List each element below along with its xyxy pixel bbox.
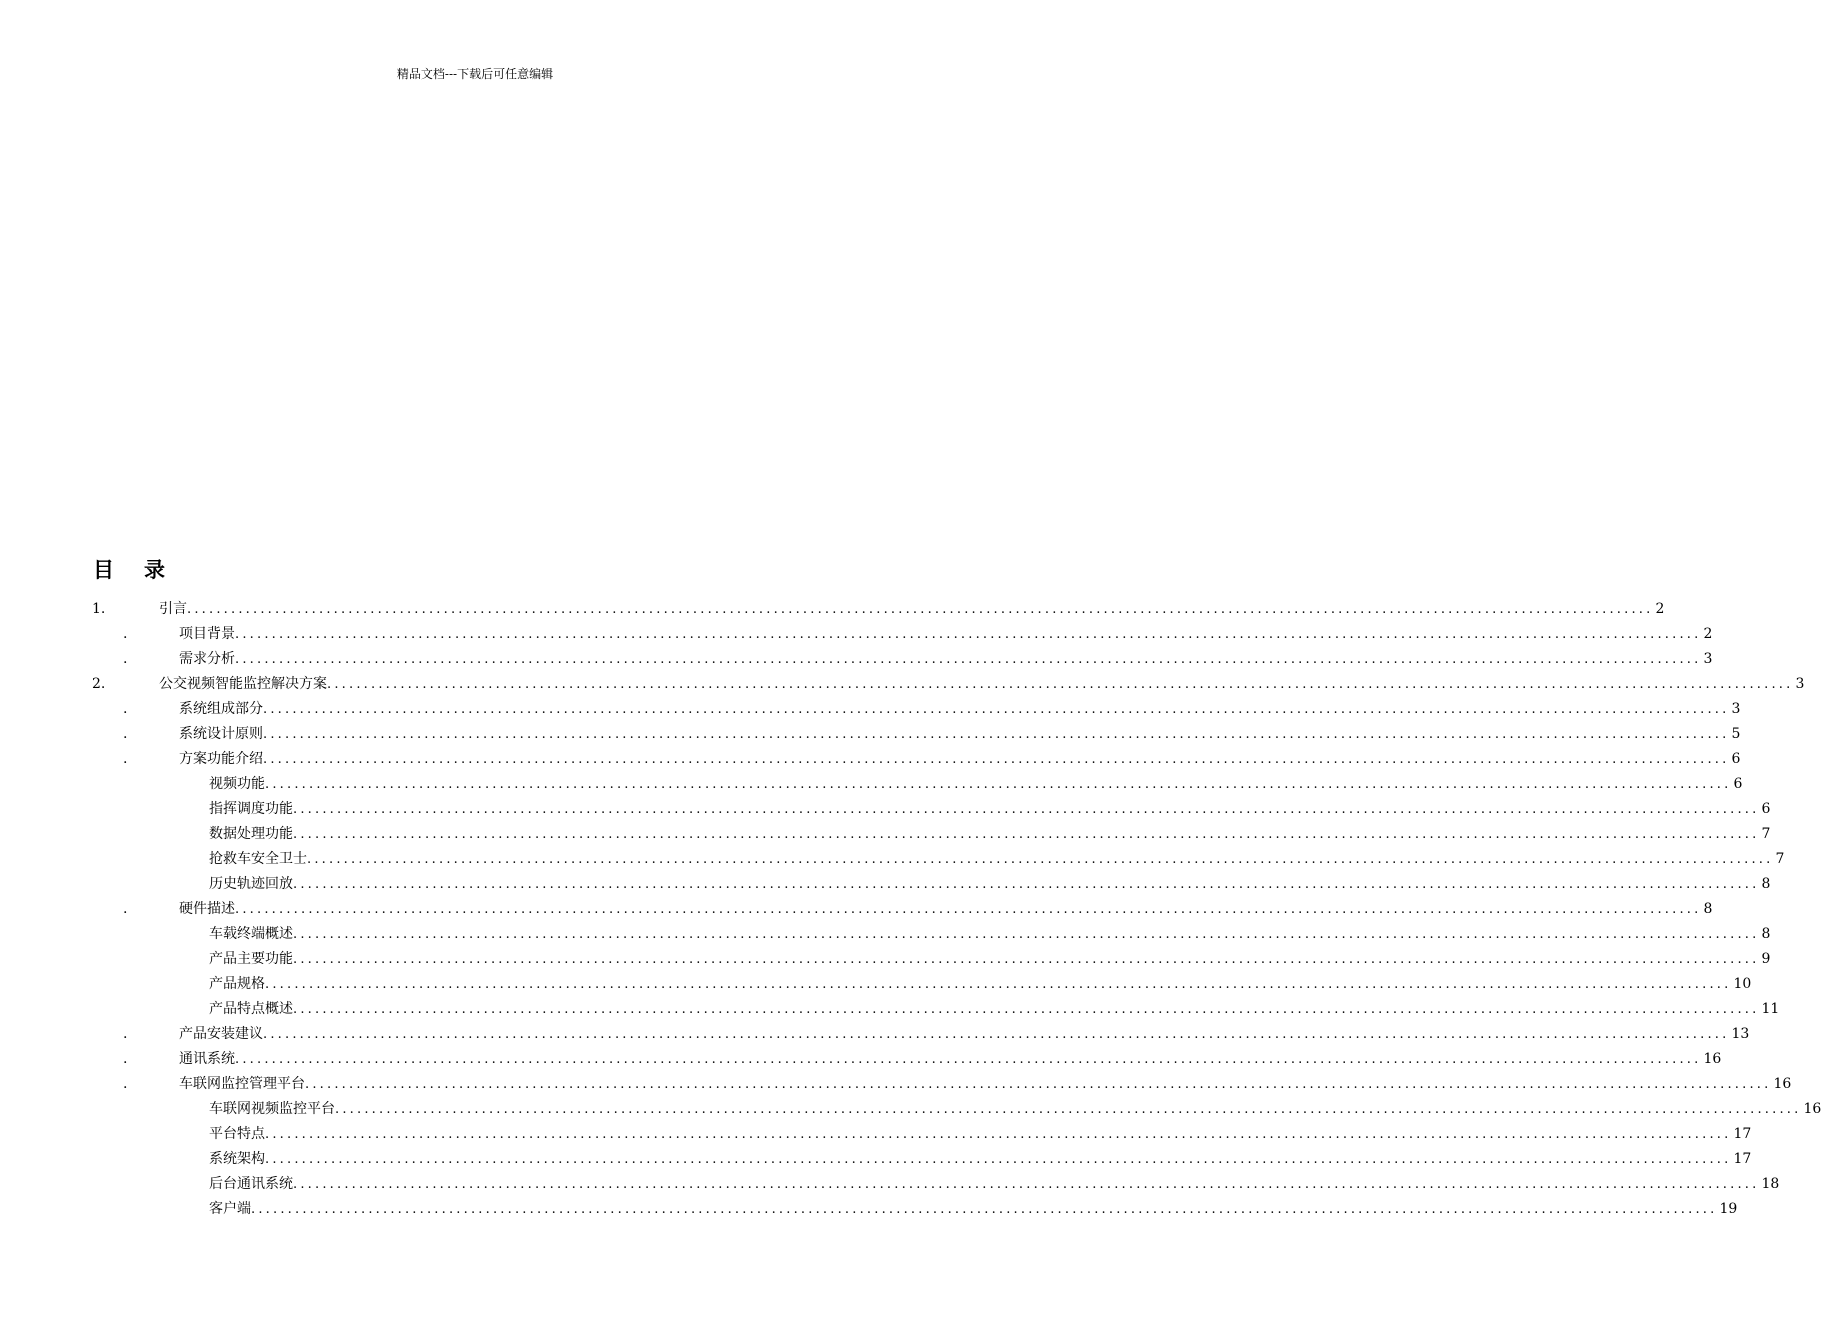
toc-entry[interactable]: [0, 673, 1805, 695]
toc-entry-page: 5: [1731, 726, 1741, 742]
toc-dot-leader: ........................................................................................................................................................................................................: [293, 1177, 1760, 1192]
toc-entry-page: 3: [1731, 701, 1741, 717]
toc-entry[interactable]: [0, 1123, 1752, 1145]
toc-entry-page: 7: [1775, 851, 1785, 867]
toc-entry[interactable]: [0, 773, 1743, 795]
toc-entry-number: .: [123, 1051, 128, 1067]
toc-dot-leader: ........................................................................................................................................................................................................: [293, 877, 1760, 892]
toc-entry-label: 平台特点: [209, 1126, 265, 1142]
toc-entry[interactable]: [0, 823, 1771, 845]
toc-entry-page: 17: [1733, 1126, 1752, 1142]
toc-dot-leader: ........................................................................................................................................................................................................: [235, 652, 1702, 667]
toc-entry-page: 9: [1761, 951, 1771, 967]
toc-entry-page: 16: [1703, 1051, 1722, 1067]
toc-entry-label: 需求分析: [179, 651, 235, 667]
toc-entry-number: .: [123, 901, 128, 917]
toc-entry[interactable]: [0, 923, 1771, 945]
toc-dot-leader: ........................................................................................................................................................................................................: [293, 802, 1760, 817]
toc-entry[interactable]: [0, 998, 1780, 1020]
toc-entry-number: .: [123, 651, 128, 667]
toc-dot-leader: ........................................................................................................................................................................................................: [293, 952, 1760, 967]
toc-entry-label: 系统组成部分: [179, 701, 263, 717]
toc-entry-label: 引言: [159, 601, 187, 617]
toc-entry-label: 公交视频智能监控解决方案: [159, 676, 327, 692]
toc-dot-leader: ........................................................................................................................................................................................................: [335, 1102, 1802, 1117]
toc-entry-page: 2: [1655, 601, 1665, 617]
toc-dot-leader: ........................................................................................................................................................................................................: [251, 1202, 1718, 1217]
toc-entry[interactable]: [0, 748, 1741, 770]
toc-entry[interactable]: [0, 1173, 1780, 1195]
toc-entry-label: 指挥调度功能: [209, 801, 293, 817]
toc-entry-page: 3: [1795, 676, 1805, 692]
toc-entry-label: 产品特点概述: [209, 1001, 293, 1017]
toc-dot-leader: ........................................................................................................................................................................................................: [187, 602, 1654, 617]
toc-entry-number: .: [123, 1076, 128, 1092]
toc-entry-label: 方案功能介绍: [179, 751, 263, 767]
toc-entry-page: 6: [1733, 776, 1743, 792]
toc-entry-page: 6: [1761, 801, 1771, 817]
toc-dot-leader: ........................................................................................................................................................................................................: [265, 1127, 1732, 1142]
toc-entry[interactable]: [0, 948, 1771, 970]
toc-entry-number: .: [123, 701, 128, 717]
toc-entry[interactable]: [0, 598, 1665, 620]
toc-entry-label: 抢救车安全卫士: [209, 851, 307, 867]
toc-entry-page: 16: [1773, 1076, 1792, 1092]
toc-entry-label: 视频功能: [209, 776, 265, 792]
toc-entry-label: 产品安装建议: [179, 1026, 263, 1042]
toc-entry-label: 历史轨迹回放: [209, 876, 293, 892]
toc-entry[interactable]: [0, 1148, 1752, 1170]
toc-dot-leader: ........................................................................................................................................................................................................: [265, 977, 1732, 992]
toc-entry-label: 车载终端概述: [209, 926, 293, 942]
toc-entry-label: 系统架构: [209, 1151, 265, 1167]
toc-title: 目录: [93, 558, 195, 582]
toc-entry-label: 产品规格: [209, 976, 265, 992]
toc-entry[interactable]: [0, 898, 1713, 920]
toc-dot-leader: ........................................................................................................................................................................................................: [263, 727, 1730, 742]
toc-entry-label: 硬件描述: [179, 901, 235, 917]
toc-dot-leader: ........................................................................................................................................................................................................: [293, 827, 1760, 842]
toc-entry-page: 8: [1761, 926, 1771, 942]
toc-dot-leader: ........................................................................................................................................................................................................: [263, 752, 1730, 767]
toc-entry[interactable]: [0, 623, 1713, 645]
toc-entry[interactable]: [0, 723, 1741, 745]
toc-entry-label: 系统设计原则: [179, 726, 263, 742]
toc-entry[interactable]: [0, 1023, 1750, 1045]
toc-entry-page: 8: [1703, 901, 1713, 917]
toc-entry[interactable]: [0, 848, 1785, 870]
toc-entry[interactable]: [0, 973, 1752, 995]
toc-entry-label: 数据处理功能: [209, 826, 293, 842]
toc-entry-page: 11: [1761, 1001, 1780, 1017]
toc-entry-number: 2.: [92, 676, 106, 692]
toc-entry-number: .: [123, 751, 128, 767]
toc-entry[interactable]: [0, 698, 1741, 720]
toc-entry-page: 7: [1761, 826, 1771, 842]
toc-entry[interactable]: [0, 648, 1713, 670]
toc-entry-page: 10: [1733, 976, 1752, 992]
page-header: 精品文档---下载后可任意编辑: [396, 67, 554, 81]
toc-entry-page: 13: [1731, 1026, 1750, 1042]
toc-dot-leader: ........................................................................................................................................................................................................: [305, 1077, 1772, 1092]
toc-dot-leader: ........................................................................................................................................................................................................: [307, 852, 1774, 867]
toc-dot-leader: ........................................................................................................................................................................................................: [263, 1027, 1730, 1042]
toc-entry-page: 18: [1761, 1176, 1780, 1192]
toc-entry[interactable]: [0, 798, 1771, 820]
toc-dot-leader: ........................................................................................................................................................................................................: [265, 1152, 1732, 1167]
toc-entry-page: 16: [1803, 1101, 1821, 1117]
toc-entry-label: 客户端: [209, 1201, 251, 1217]
toc-entry-label: 车联网视频监控平台: [209, 1101, 335, 1117]
toc-dot-leader: ........................................................................................................................................................................................................: [293, 1002, 1760, 1017]
toc-entry-label: 产品主要功能: [209, 951, 293, 967]
toc-entry-label: 后台通讯系统: [209, 1176, 293, 1192]
toc-entry-page: 2: [1703, 626, 1713, 642]
toc-entry-label: 车联网监控管理平台: [179, 1076, 305, 1092]
toc-dot-leader: ........................................................................................................................................................................................................: [327, 677, 1794, 692]
toc-dot-leader: ........................................................................................................................................................................................................: [263, 702, 1730, 717]
toc-entry-page: 17: [1733, 1151, 1752, 1167]
toc-dot-leader: ........................................................................................................................................................................................................: [235, 1052, 1702, 1067]
toc-entry-page: 3: [1703, 651, 1713, 667]
toc-entry-label: 项目背景: [179, 626, 235, 642]
toc-entry-number: .: [123, 626, 128, 642]
toc-entry-number: .: [123, 726, 128, 742]
toc-entry[interactable]: [0, 1098, 1821, 1120]
toc-entry-label: 通讯系统: [179, 1051, 235, 1067]
toc-entry[interactable]: [0, 1048, 1722, 1070]
toc-dot-leader: ........................................................................................................................................................................................................: [235, 627, 1702, 642]
toc-entry-page: 8: [1761, 876, 1771, 892]
toc-entry-page: 6: [1731, 751, 1741, 767]
toc-entry-number: .: [123, 1026, 128, 1042]
toc-entry[interactable]: [0, 1198, 1738, 1220]
toc-dot-leader: ........................................................................................................................................................................................................: [293, 927, 1760, 942]
toc-entry[interactable]: [0, 873, 1771, 895]
toc-entry[interactable]: [0, 1073, 1792, 1095]
toc-entry-number: 1.: [92, 601, 106, 617]
toc-dot-leader: ........................................................................................................................................................................................................: [265, 777, 1732, 792]
toc-entry-page: 19: [1719, 1201, 1738, 1217]
toc-dot-leader: ........................................................................................................................................................................................................: [235, 902, 1702, 917]
